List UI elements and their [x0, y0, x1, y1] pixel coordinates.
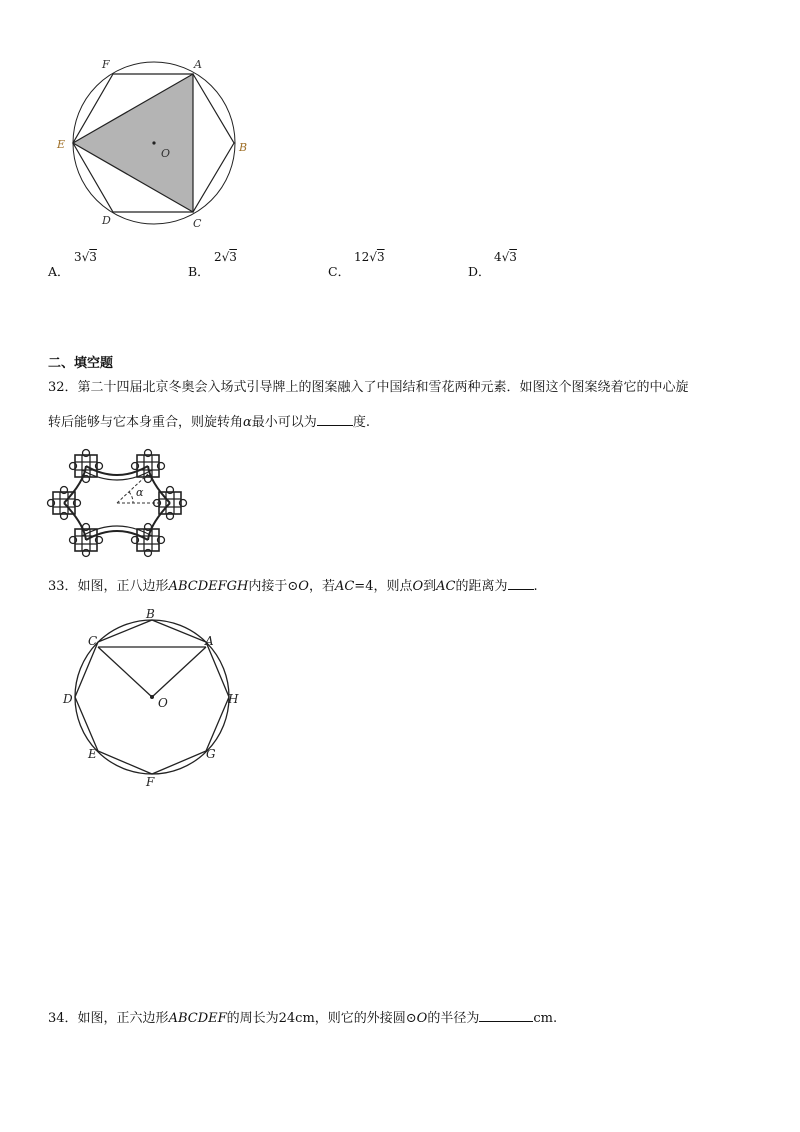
q34-answer-blank[interactable]: [479, 1007, 533, 1022]
oct-label-e: E: [88, 747, 97, 761]
q33-text-5: 到: [423, 579, 437, 594]
option-c-label: C．: [328, 264, 351, 279]
label-f: F: [102, 58, 110, 71]
alpha-label: α: [136, 486, 144, 499]
q32-number: 32．: [48, 380, 78, 395]
oct-label-c: C: [88, 634, 98, 648]
oct-label-d: D: [63, 692, 73, 706]
q33-text-2: 内接于⊙: [248, 579, 299, 594]
q32-text-3: 最小可以为: [251, 415, 317, 430]
option-a-label: A．: [48, 264, 70, 279]
oct-label-b: B: [146, 607, 155, 621]
q34-o: O: [416, 1011, 428, 1026]
label-c: C: [193, 217, 202, 230]
q33-ac-1: AC: [334, 579, 355, 594]
shaded-triangle-ace: [73, 74, 193, 212]
q33-number: 33．: [48, 579, 78, 594]
q34-text-3: 的半径为: [427, 1011, 480, 1026]
oct-label-o: O: [158, 696, 168, 710]
label-a: A: [194, 58, 202, 71]
oct-label-h: H: [228, 692, 239, 706]
center-dot: [152, 141, 155, 144]
q33-polygon-name: ABCDEFGH: [168, 579, 249, 594]
segment-co: [98, 647, 152, 697]
q33-o-1: O: [298, 579, 309, 594]
option-d-label: D．: [468, 264, 491, 279]
octagon-center-dot: [150, 695, 154, 699]
option-c-value: 12√3: [354, 250, 385, 264]
option-b-value: 2√3: [214, 250, 237, 264]
q32-alpha: α: [243, 415, 252, 430]
knot-pattern-figure: [46, 444, 188, 562]
q33-text-4: =4，则点: [354, 579, 413, 594]
oct-label-g: G: [206, 747, 216, 761]
hexagon-triangle-figure: [50, 50, 260, 235]
q33-line: [48, 575, 538, 597]
q32-text-1: 第二十四届北京冬奥会入场式引导牌上的图案融入了中国结和雪花两种元素．如图这个图案绕着它的中心旋: [77, 380, 689, 395]
oct-label-f: F: [146, 775, 155, 789]
option-d-value: 4√3: [494, 250, 517, 264]
q32-line2: [48, 411, 370, 433]
option-a-value: 3√3: [74, 250, 97, 264]
segment-ao: [152, 647, 206, 697]
q32-text-4: 度.: [352, 415, 370, 430]
q32-line1: [48, 378, 689, 398]
label-b: B: [239, 141, 248, 154]
q33-text-6: 的距离为: [455, 579, 508, 594]
option-b-label: B．: [188, 264, 210, 279]
q33-text-1: 如图，正八边形: [77, 579, 169, 594]
q34-text-4: cm.: [533, 1011, 558, 1026]
label-o: O: [161, 147, 171, 160]
label-d: D: [102, 214, 111, 227]
q32-answer-blank[interactable]: [317, 411, 353, 426]
q33-text-7: .: [533, 579, 538, 594]
q34-polygon-name: ABCDEF: [168, 1011, 227, 1026]
q34-text-1: 如图，正六边形: [77, 1011, 169, 1026]
q32-text-2: 转后能够与它本身重合，则旋转角: [48, 415, 244, 430]
q34-line: [48, 1007, 557, 1029]
section-title: 二、填空题: [48, 356, 114, 371]
q33-text-3: ，若: [308, 579, 335, 594]
octagon-figure: [58, 606, 248, 790]
label-e: E: [57, 138, 66, 151]
oct-label-a: A: [205, 634, 214, 648]
q33-o-2: O: [412, 579, 424, 594]
q34-number: 34．: [48, 1011, 78, 1026]
q34-text-2: 的周长为24cm，则它的外接圆⊙: [226, 1011, 417, 1026]
q33-answer-blank[interactable]: [508, 575, 534, 590]
q33-ac-2: AC: [436, 579, 456, 594]
